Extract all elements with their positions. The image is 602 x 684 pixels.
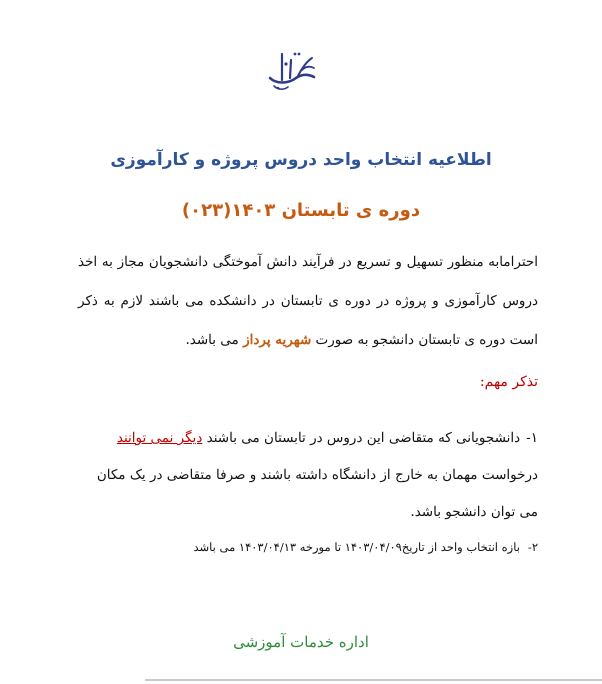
note-item-1-emphasis: دیگر نمی توانند (116, 430, 203, 446)
note-item-2-text: بازه انتخاب واحد از تاریخ۱۴۰۳/۰۴/۰۹ تا مورخه ۱۴۰۳/۰۴/۱۳ می باشد (193, 540, 520, 554)
note-item-1 (78, 420, 538, 531)
note-item-1-text: دانشجویانی که متقاضی این دروس در تابستان می باشند (202, 430, 521, 446)
note-item-2 (68, 537, 538, 557)
page-divider (145, 679, 602, 681)
calligraphy-logo-icon (262, 40, 322, 92)
signature: اداره خدمات آموزشی (233, 633, 369, 651)
intro-emphasis: شهریه پرداز (243, 332, 312, 348)
intro-paragraph (78, 243, 538, 360)
intro-text-end: می باشد. (185, 332, 244, 348)
note-item-1-number: ۱- (526, 430, 538, 446)
announcement-title: اطلاعیه انتخاب واحد دروس پروژه و کارآموزی (110, 150, 492, 170)
announcement-subtitle: دوره ی تابستان ۱۴۰۳(۰۲۳) (181, 200, 421, 221)
note-item-2-number: ۲- (527, 540, 538, 554)
important-note-heading: تذکر مهم: (479, 374, 538, 390)
note-item-1-text-end: درخواست مهمان به خارج از دانشگاه داشته باشند و صرفا متقاضی در یک مکان می توان دانشجو باشد. (96, 467, 538, 520)
intro-text: احترامابه منظور تسهیل و تسریع در فرآیند دانش آموختگی دانشجویان مجاز به اخذ دروس کارآموزی و پروژه در دوره ی تابستان در دانشکده می باشند لازم به ذکر است دوره ی تابستان دانشجو به صورت (78, 254, 538, 348)
